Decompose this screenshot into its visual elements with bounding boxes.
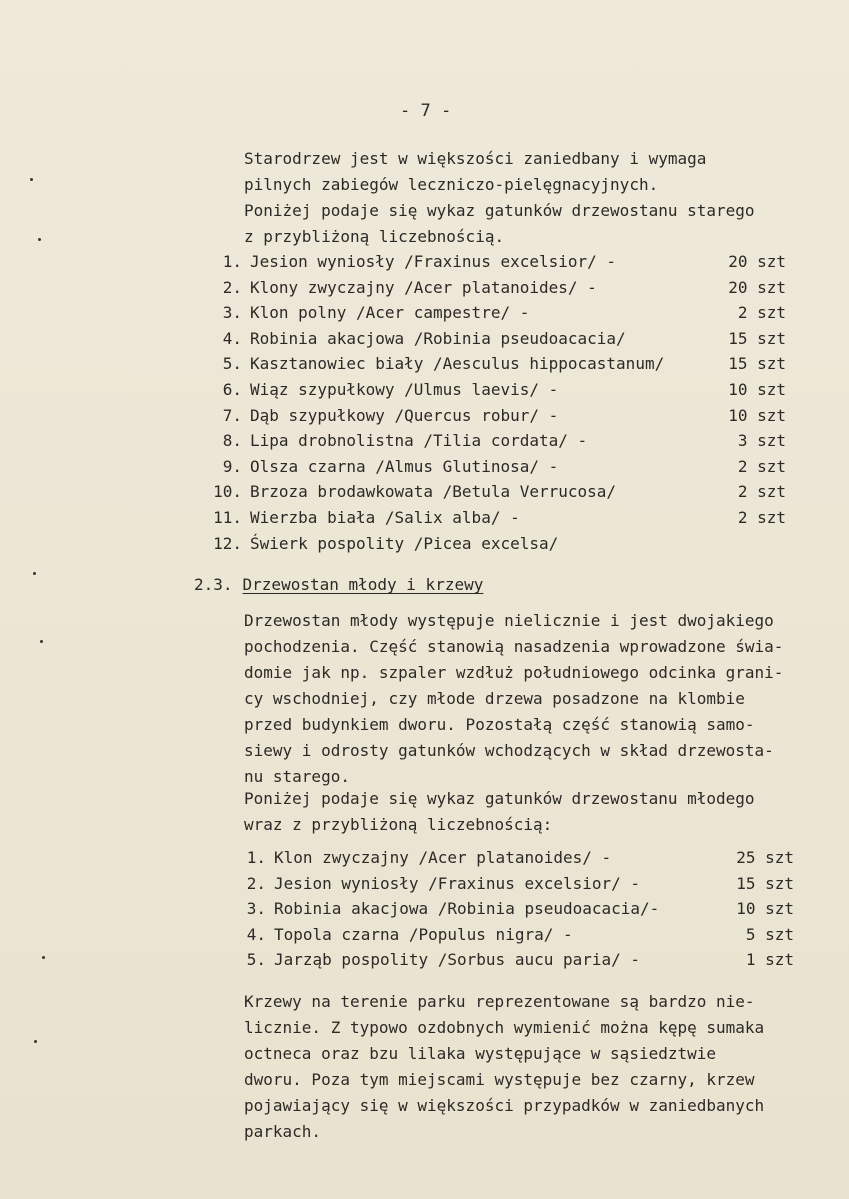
- item-quantity: 2 szt: [737, 482, 786, 502]
- item-number: 10.: [213, 482, 242, 502]
- text-line: pochodzenia. Część stanowią nasadzenia wprowadzone świa-: [244, 637, 784, 656]
- item-number: 1.: [246, 848, 266, 867]
- text-line: cy wschodniej, czy młode drzewa posadzone na klombie: [244, 689, 745, 708]
- item-name: Jesion wyniosły /Fraxinus excelsior/ -: [250, 252, 617, 271]
- list-item: [206, 403, 786, 429]
- item-name: Klon zwyczajny /Acer platanoides/ -: [274, 848, 612, 867]
- shrubs-paragraph: [244, 989, 814, 1145]
- item-number: 3.: [222, 303, 242, 323]
- item-quantity: 10 szt: [736, 899, 794, 919]
- item-quantity: 1 szt: [745, 950, 794, 970]
- item-name: Dąb szypułkowy /Quercus robur/ -: [250, 405, 559, 425]
- item-name: Klony zwyczajny /Acer platanoides/ -: [250, 277, 597, 297]
- item-name: Brzoza brodawkowata /Betula Verrucosa/: [250, 482, 617, 502]
- item-number: 5.: [246, 950, 266, 970]
- text-line: Starodrzew jest w większości zaniedbany i wymaga: [244, 149, 707, 168]
- item-number: 7.: [222, 405, 242, 425]
- intro-paragraph: [244, 146, 814, 250]
- item-number: 11.: [213, 507, 242, 527]
- young-intro-paragraph: [244, 608, 814, 790]
- margin-mark: [40, 640, 43, 643]
- item-name: Robinia akacjowa /Robinia pseudoacacia/-: [274, 899, 660, 919]
- old-trees-list: [206, 249, 786, 556]
- page-number: - 7 -: [400, 101, 452, 121]
- list-item: [206, 479, 786, 505]
- young-list-intro: [244, 786, 814, 838]
- item-number: 3.: [246, 899, 266, 919]
- item-quantity: 15 szt: [736, 873, 794, 893]
- item-quantity: 25 szt: [736, 848, 794, 867]
- item-number: 4.: [246, 924, 266, 944]
- text-line: z przybliżoną liczebnością.: [244, 227, 505, 246]
- list-item: [206, 505, 786, 531]
- list-item: [206, 275, 786, 301]
- item-name: Wierzba biała /Salix alba/ -: [250, 507, 520, 527]
- text-line: octneca oraz bzu lilaka występujące w sąsiedztwie: [244, 1044, 717, 1063]
- list-item: [230, 947, 794, 973]
- item-name: Jesion wyniosły /Fraxinus excelsior/ -: [274, 873, 641, 893]
- item-number: 6.: [222, 379, 242, 399]
- text-line: Poniżej podaje się wykaz gatunków drzewostanu starego: [244, 201, 755, 220]
- item-number: 12.: [213, 533, 242, 553]
- item-name: Kasztanowiec biały /Aesculus hippocastanum/: [250, 354, 665, 374]
- list-item: [206, 377, 786, 403]
- item-name: Jarząb pospolity /Sorbus aucu paria/ -: [274, 950, 641, 970]
- text-line: przed budynkiem dworu. Pozostałą część stanowią samo-: [244, 715, 755, 734]
- item-name: Wiąz szypułkowy /Ulmus laevis/ -: [250, 379, 559, 399]
- item-number: 2.: [246, 873, 266, 893]
- young-trees-list: [230, 845, 794, 973]
- item-quantity: 15 szt: [728, 354, 786, 374]
- margin-mark: [38, 238, 41, 241]
- item-quantity: 20 szt: [728, 277, 786, 297]
- section-title: Drzewostan młody i krzewy: [242, 575, 484, 594]
- text-line: Poniżej podaje się wykaz gatunków drzewostanu młodego: [244, 789, 755, 808]
- list-item: [206, 351, 786, 377]
- list-item: [206, 249, 786, 275]
- item-number: 8.: [222, 431, 242, 451]
- margin-mark: [33, 572, 36, 575]
- item-quantity: 5 szt: [745, 924, 794, 944]
- item-name: Olsza czarna /Almus Glutinosa/ -: [250, 456, 559, 476]
- item-quantity: 3 szt: [737, 431, 786, 451]
- item-name: Klon polny /Acer campestre/ -: [250, 303, 530, 323]
- list-item: [230, 871, 794, 897]
- item-number: 1.: [222, 252, 242, 271]
- list-item: [230, 922, 794, 948]
- text-line: pilnych zabiegów leczniczo-pielęgnacyjnych.: [244, 175, 659, 194]
- item-number: 9.: [222, 456, 242, 476]
- item-number: 4.: [222, 328, 242, 348]
- item-quantity: 2 szt: [737, 303, 786, 323]
- text-line: pojawiający się w większości przypadków w zaniedbanych: [244, 1096, 765, 1115]
- margin-mark: [30, 178, 33, 181]
- text-line: licznie. Z typowo ozdobnych wymienić można kępę sumaka: [244, 1018, 765, 1037]
- section-heading: [194, 575, 483, 594]
- list-item: [230, 845, 794, 871]
- item-quantity: 2 szt: [737, 456, 786, 476]
- item-number: 2.: [222, 277, 242, 297]
- item-quantity: 10 szt: [728, 405, 786, 425]
- margin-mark: [42, 956, 45, 959]
- text-line: nu starego.: [244, 767, 350, 786]
- item-quantity: 15 szt: [728, 328, 786, 348]
- section-number: 2.3.: [194, 575, 233, 594]
- text-line: wraz z przybliżoną liczebnością:: [244, 815, 553, 834]
- list-item: [206, 300, 786, 326]
- item-name: Lipa drobnolistna /Tilia cordata/ -: [250, 431, 588, 451]
- list-item: [206, 428, 786, 454]
- text-line: siewy i odrosty gatunków wchodzących w skład drzewosta-: [244, 741, 774, 760]
- item-name: Robinia akacjowa /Robinia pseudoacacia/: [250, 328, 626, 348]
- list-item: [206, 454, 786, 480]
- text-line: Krzewy na terenie parku reprezentowane są bardzo nie-: [244, 992, 755, 1011]
- item-name: Topola czarna /Populus nigra/ -: [274, 924, 573, 944]
- list-item: [206, 531, 786, 557]
- list-item: [230, 896, 794, 922]
- text-line: dworu. Poza tym miejscami występuje bez czarny, krzew: [244, 1070, 755, 1089]
- item-quantity: 20 szt: [728, 252, 786, 271]
- item-quantity: 2 szt: [737, 507, 786, 527]
- item-number: 5.: [222, 354, 242, 374]
- text-line: parkach.: [244, 1122, 322, 1141]
- item-quantity: 10 szt: [728, 379, 786, 399]
- list-item: [206, 326, 786, 352]
- item-name: Świerk pospolity /Picea excelsa/: [250, 533, 559, 553]
- text-line: Drzewostan młody występuje nielicznie i jest dwojakiego: [244, 611, 774, 630]
- margin-mark: [34, 1040, 37, 1043]
- text-line: domie jak np. szpaler wzdłuż południowego odcinka grani-: [244, 663, 784, 682]
